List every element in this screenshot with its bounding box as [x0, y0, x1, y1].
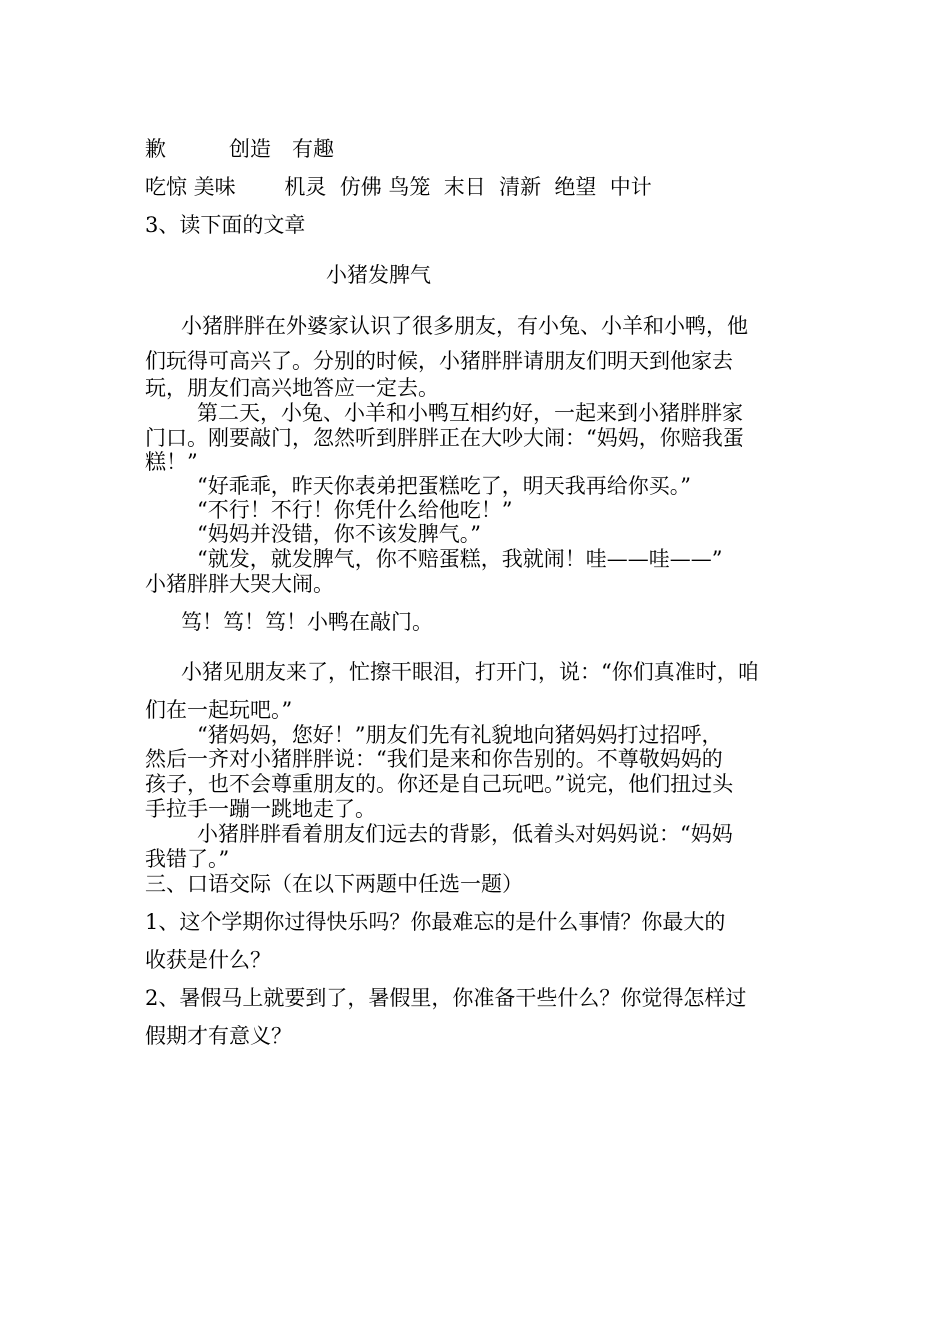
story-line: 笃！笃！笃！小鸭在敲门。 — [181, 610, 433, 634]
story-line: 小猪胖胖在外婆家认识了很多朋友，有小兔、小羊和小鸭，他 — [181, 314, 748, 338]
story-line: “好乖乖，昨天你表弟把蛋糕吃了，明天我再给你买。” — [197, 474, 691, 498]
story-line: 糕！” — [145, 450, 198, 474]
story-line: “妈妈并没错，你不该发脾气。” — [197, 522, 481, 546]
story-line: 小猪见朋友来了，忙擦干眼泪，打开门，说：“你们真准时，咱 — [181, 660, 759, 684]
word-list-row-1: 歉 创造 有趣 — [145, 137, 334, 161]
question-2-line-2: 假期才有意义？ — [145, 1024, 292, 1048]
story-line: 小猪胖胖看着朋友们远去的背影，低着头对妈妈说：“妈妈 — [197, 822, 733, 846]
question-1-line-1: 1、这个学期你过得快乐吗？你最难忘的是什么事情？你最大的 — [145, 910, 726, 934]
story-line: 第二天，小兔、小羊和小鸭互相约好，一起来到小猪胖胖家 — [197, 401, 743, 425]
question-1-line-2: 收获是什么？ — [145, 948, 271, 972]
story-line: “不行！不行！你凭什么给他吃！” — [197, 498, 513, 522]
story-line: “猪妈妈，您好！”朋友们先有礼貌地向猪妈妈打过招呼， — [197, 723, 723, 747]
story-line: 手拉手一蹦一跳地走了。 — [145, 797, 376, 821]
part3-heading: 三、口语交际（在以下两题中任选一题） — [145, 872, 523, 896]
story-line: 小猪胖胖大哭大闹。 — [145, 572, 334, 596]
story-line: 们在一起玩吧。” — [145, 698, 293, 722]
story-line: 然后一齐对小猪胖胖说：“我们是来和你告别的。不尊敬妈妈的 — [145, 747, 723, 771]
story-line: “就发，就发脾气，你不赔蛋糕，我就闹！哇——哇——” — [197, 547, 723, 571]
story-line: 门口。刚要敲门，忽然听到胖胖正在大吵大闹：“妈妈，你赔我蛋 — [145, 426, 744, 450]
story-line: 我错了。” — [145, 847, 230, 871]
question-2-line-1: 2、暑假马上就要到了，暑假里，你准备干些什么？你觉得怎样过 — [145, 986, 747, 1010]
story-line: 孩子，也不会尊重朋友的。你还是自己玩吧。”说完，他们扭过头 — [145, 772, 734, 796]
story-line: 们玩得可高兴了。分别的时候，小猪胖胖请朋友们明天到他家去 — [145, 349, 733, 373]
story-line: 玩，朋友们高兴地答应一定去。 — [145, 376, 439, 400]
word-list-row-2: 吃惊 美味 机灵 仿佛 鸟笼 末日 清新 绝望 中计 — [145, 175, 652, 199]
story-title: 小猪发脾气 — [326, 263, 431, 287]
section-heading-3: 3、读下面的文章 — [145, 213, 306, 237]
